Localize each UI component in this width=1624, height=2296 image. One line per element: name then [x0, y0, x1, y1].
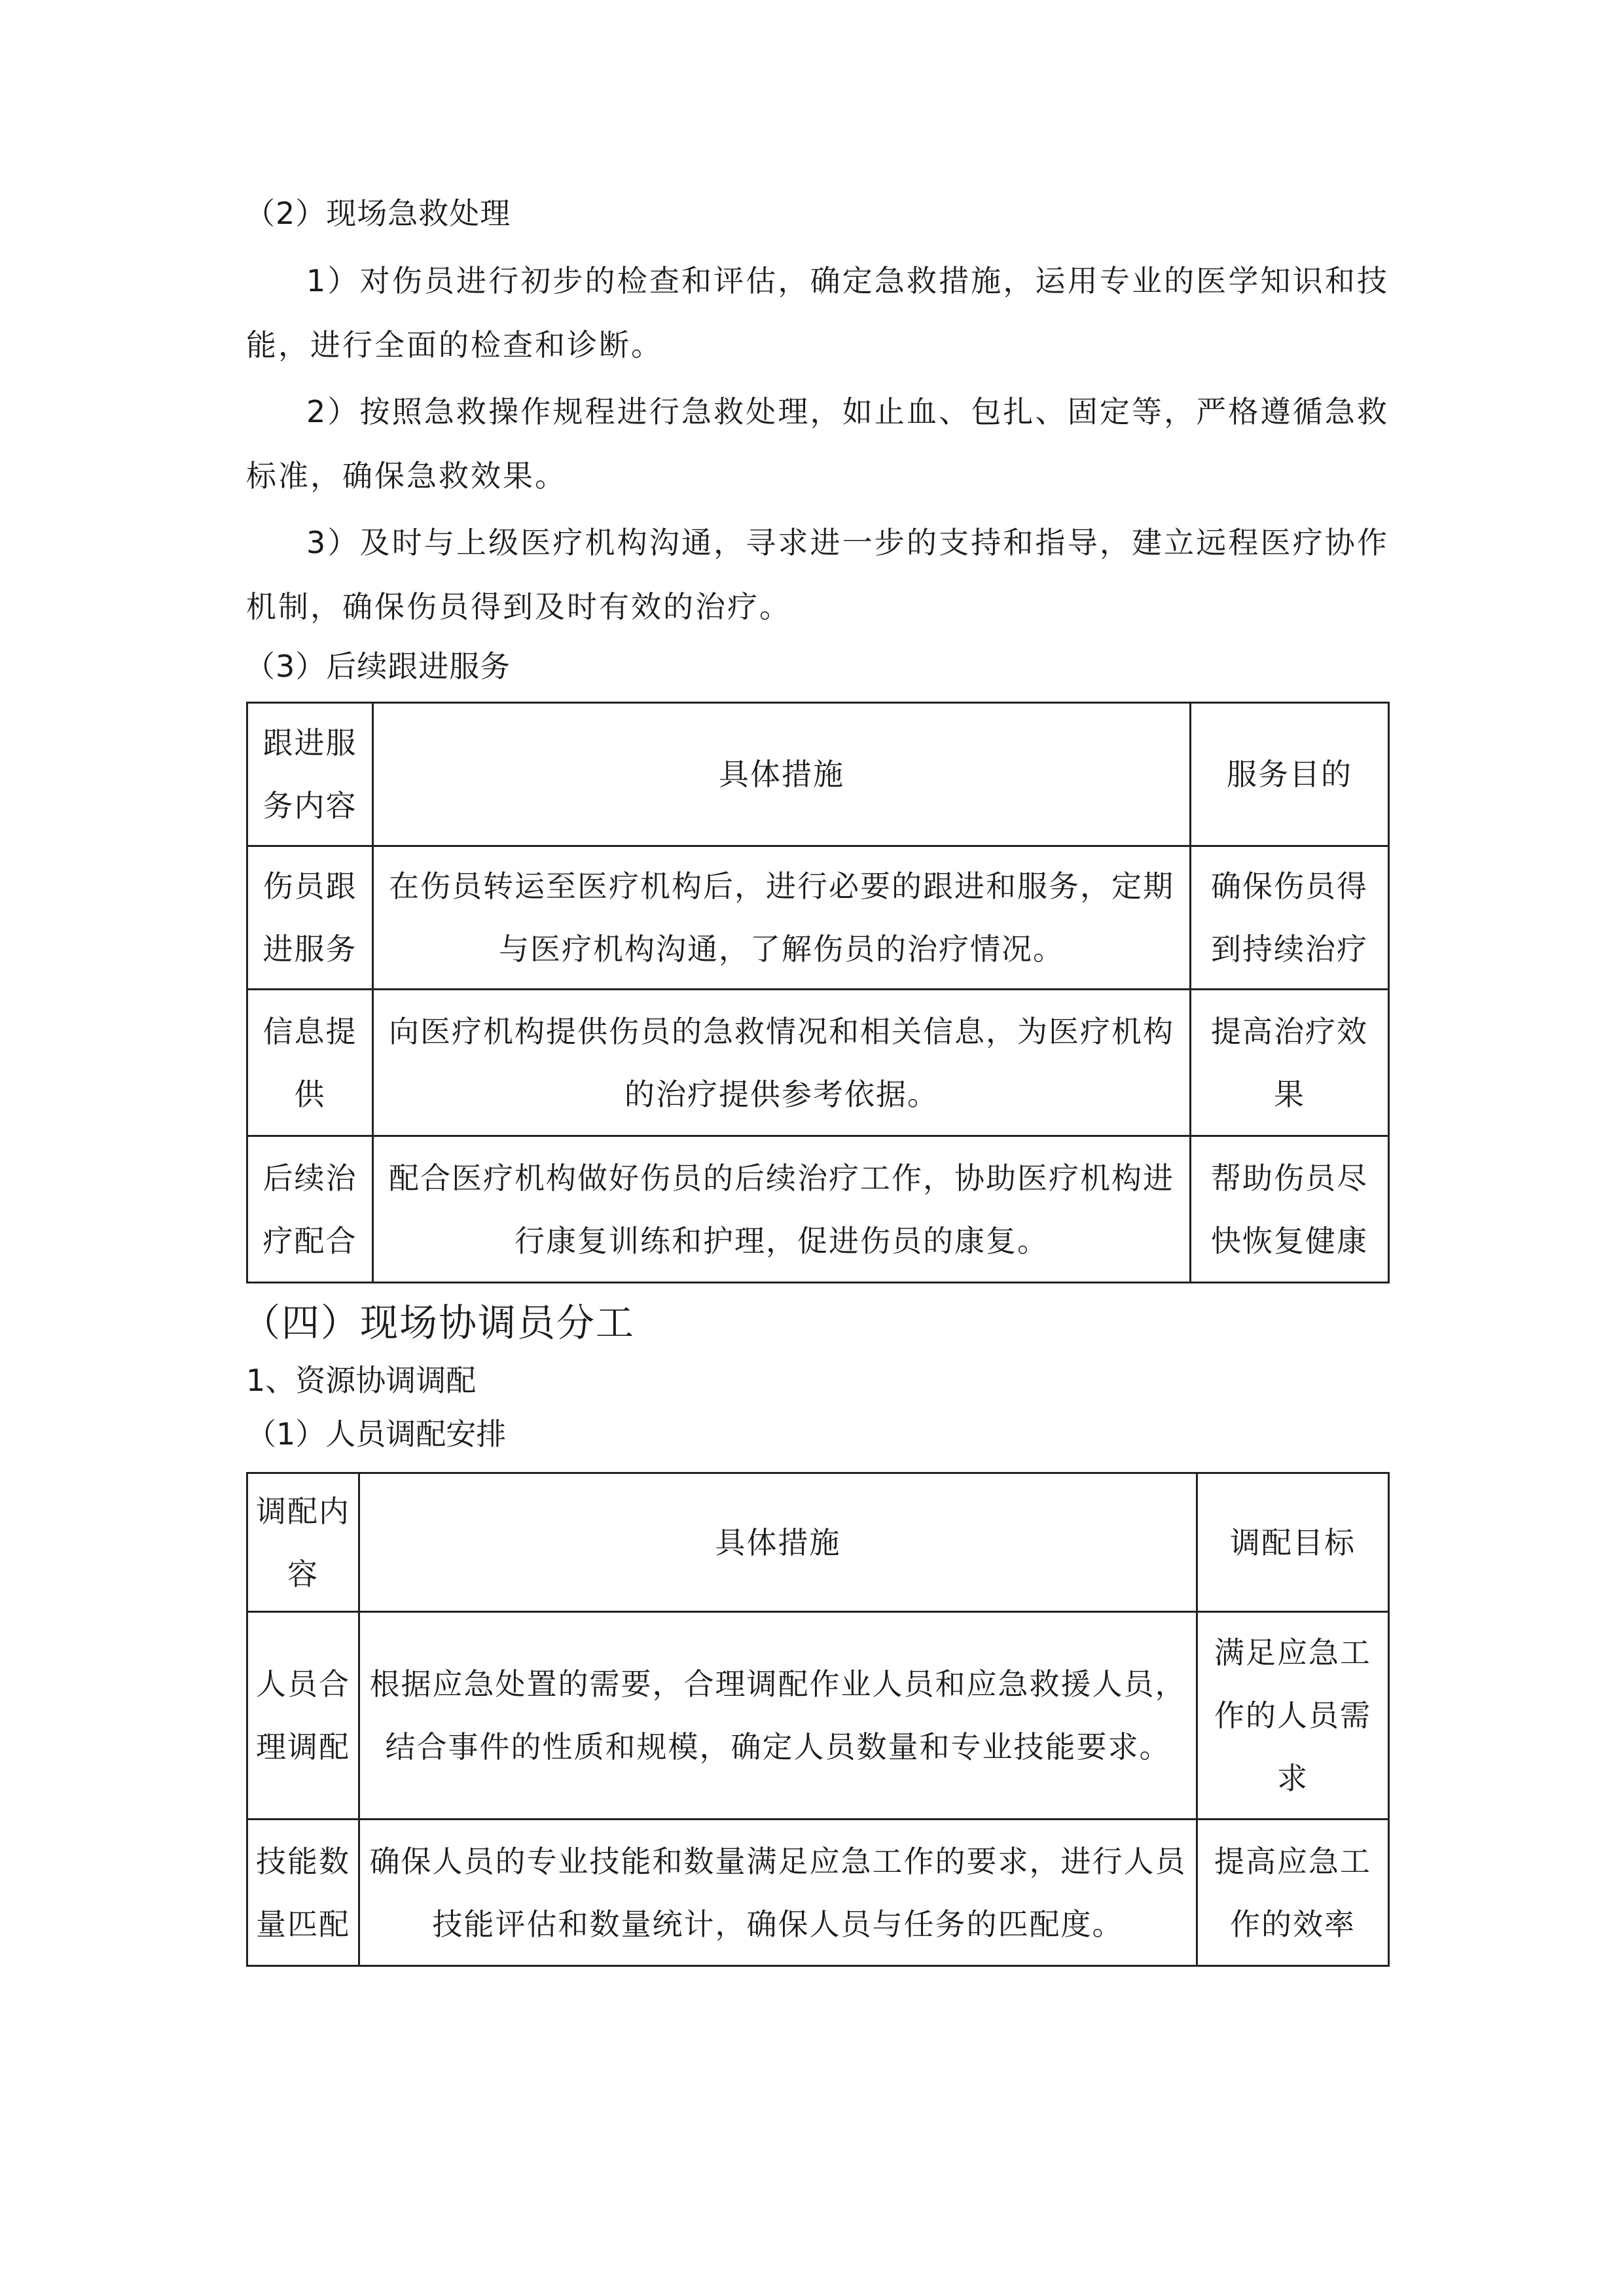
table-cell: 向医疗机构提供伤员的急救情况和相关信息，为医疗机构的治疗提供参考依据。 — [373, 990, 1191, 1136]
table-cell: 配合医疗机构做好伤员的后续治疗工作，协助医疗机构进行康复训练和护理，促进伤员的康复。 — [373, 1136, 1191, 1283]
header-cell: 调配内容 — [247, 1473, 359, 1612]
header-cell: 具体措施 — [373, 703, 1191, 846]
table-cell: 在伤员转运至医疗机构后，进行必要的跟进和服务，定期与医疗机构沟通，了解伤员的治疗情况。 — [373, 846, 1191, 990]
table-row — [247, 1820, 1389, 1966]
paragraph-2: 2）按照急救操作规程进行急救处理，如止血、包扎、固定等，严格遵循急救标准，确保急救效果。 — [246, 394, 1389, 493]
table-cell: 确保伤员得到持续治疗 — [1191, 846, 1389, 990]
item-title-resource: 1、资源协调调配 — [246, 1363, 477, 1398]
table-cell: 提高应急工作的效率 — [1197, 1820, 1389, 1966]
paragraph-1: 1）对伤员进行初步的检查和评估，确定急救措施，运用专业的医学知识和技能，进行全面的检查和诊断。 — [246, 263, 1389, 363]
table-header-row — [247, 1473, 1389, 1612]
sub-title-staffing: （1）人员调配安排 — [246, 1416, 507, 1452]
paragraph-3: 3）及时与上级医疗机构沟通，寻求进一步的支持和指导，建立远程医疗协作机制，确保伤员得到及时有效的治疗。 — [246, 525, 1389, 624]
table-cell: 技能数量匹配 — [247, 1820, 359, 1966]
table-header-row — [247, 703, 1389, 846]
document-page — [242, 190, 1389, 1967]
table-row — [247, 846, 1389, 990]
table-cell: 后续治疗配合 — [247, 1136, 373, 1283]
table-cell: 人员合理调配 — [247, 1612, 359, 1820]
section-heading-first-aid: （2）现场急救处理 — [245, 196, 511, 231]
table-cell: 根据应急处置的需要，合理调配作业人员和应急救援人员，结合事件的性质和规模，确定人员数量和专业技能要求。 — [359, 1612, 1197, 1820]
table-cell: 提高治疗效果 — [1191, 990, 1389, 1136]
table-cell: 满足应急工作的人员需求 — [1197, 1612, 1389, 1820]
header-cell: 调配目标 — [1197, 1473, 1389, 1612]
table-row — [247, 1612, 1389, 1820]
table-cell: 信息提供 — [247, 990, 373, 1136]
header-cell: 服务目的 — [1191, 703, 1389, 846]
staffing-table — [246, 1472, 1390, 1967]
table-row — [247, 990, 1389, 1136]
section-heading-follow-up: （3）后续跟进服务 — [245, 649, 511, 684]
table-cell: 帮助伤员尽快恢复健康 — [1191, 1136, 1389, 1283]
table-row — [247, 1136, 1389, 1283]
table-cell: 确保人员的专业技能和数量满足应急工作的要求，进行人员技能评估和数量统计，确保人员与任务的匹配度。 — [359, 1820, 1197, 1966]
header-cell: 具体措施 — [359, 1473, 1197, 1612]
follow-up-table — [246, 702, 1390, 1283]
table-cell: 伤员跟进服务 — [247, 846, 373, 990]
section-title-coordinator: （四）现场协调员分工 — [242, 1300, 636, 1345]
header-cell: 跟进服务内容 — [247, 703, 373, 846]
